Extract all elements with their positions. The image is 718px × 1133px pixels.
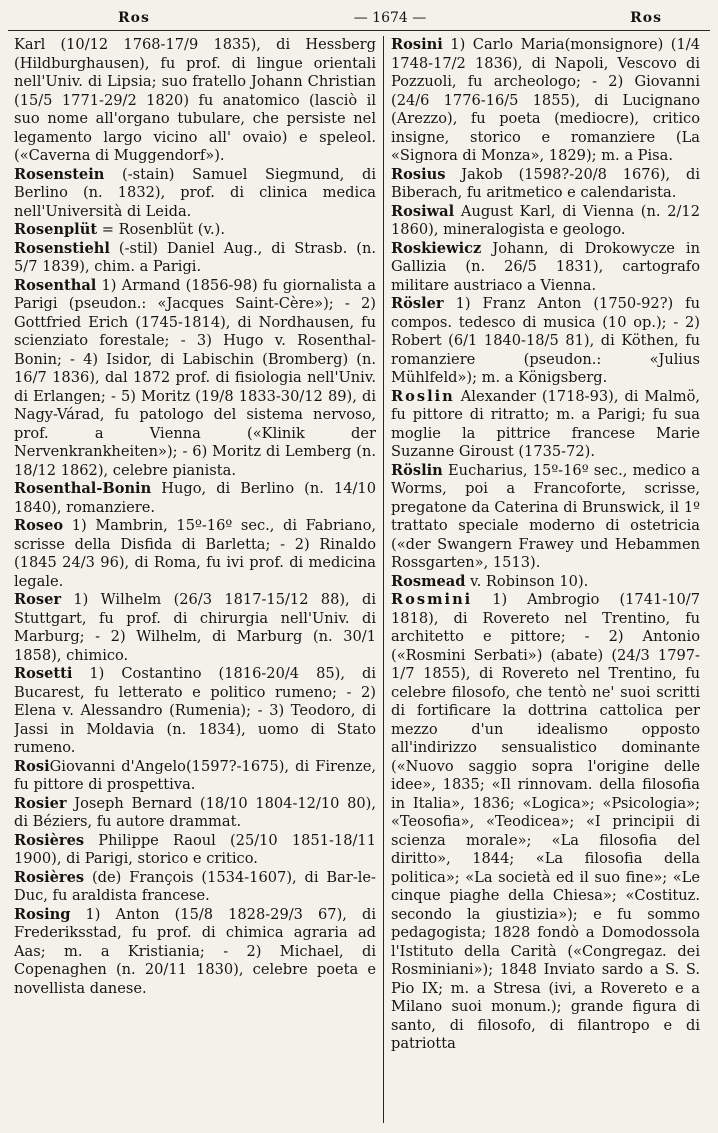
entry-text: (-stain) Samuel Siegmund, di Berlino (n. 1832), prof. di clinica medica nell'Università di Leida. (14, 165, 376, 220)
dictionary-entry (391, 388, 700, 462)
entry-text: Johann, di Drokowycze in Gallizia (n. 26/5 1831), cartografo militare austriaco a Vienna. (391, 239, 700, 294)
entry-text: 1) Ambrogio (1741-10/7 1818), di Rovereto nel Trentino, fu architetto e pittore; - 2) Antonio («Rosmini Serbati») (abate) (24/3 1797-1/7 1855), di Rovereto nel Trentino, fu celebre filosofo, che tentò ne' suoi scritti di fortificare la dottrina cattolica per mezzo d'un idealismo opposto all'indirizzo sensualistico dominante («Nuovo saggio sopra l'origine delle idee», 1835; «Il rinnovam. della filosofia in Italia», 1836; «Logica»; «Psicologia»; «Teosofia», «Teodicea»; «I principii di scienza morale»; «La filosofia del diritto», 1844; «La filosofia della politica»; «La società ed il suo fine»; «Le cinque piaghe della Chiesa»; «Costituz. secondo la giustizia»); e fu sommo pedagogista; 1828 fondò a Domodossola l'Istituto della Carità («Congregaz. dei Rosminiani»); 1848 Inviato sardo a S. S. Pio IX; m. a Stresa (ivi, a Rovereto e a Milano suoi monum.); grande figura di santo, di filosofo, di filantropo e di patriotta (391, 591, 700, 1052)
dictionary-entry (14, 869, 376, 906)
dictionary-entry (14, 166, 376, 222)
dictionary-entry (14, 480, 376, 517)
entry-text: 1) Anton (15/8 1828-29/3 67), di Frederiksstad, fu prof. di chimica agraria ad Aas; m. a Kristiania; - 2) Michael, di Copenaghen (n. 20/11 1830), celebre poeta e novellista danese. (14, 905, 376, 997)
dictionary-entry (391, 166, 700, 203)
dictionary-entry (14, 277, 376, 481)
running-header (0, 0, 718, 30)
entry-text: 1) Costantino (1816-20/4 85), di Bucarest, fu letterato e politico rumeno; - 2) Elena v. Alessandro (Rumenia); - 3) Teodoro, di Jassi in Moldavia (n. 1834), uomo di Stato rumeno. (14, 665, 376, 756)
entry-text: 1) Carlo Maria(monsignore) (1/4 1748-17/2 1836), di Napoli, Vescovo di Pozzuoli, fu archeologo; - 2) Giovanni (24/6 1776-16/5 1855), di Lucignano (Arezzo), fu poeta (mediocre), critico insigne, storico e romanziere (La «Signora di Monza», 1829); m. a Pisa. (391, 36, 700, 164)
entry-text: Giovanni d'Angelo(1597?-1675), di Firenze, fu pittore di prospettiva. (14, 757, 376, 793)
dictionary-entry (391, 591, 700, 1054)
entry-headword: Rosmini (391, 591, 473, 608)
entry-text: (de) François (1534-1607), di Bar-le-Duc, fu araldista francese. (14, 868, 376, 904)
dictionary-entry (14, 517, 376, 591)
dictionary-entry (14, 36, 376, 166)
dictionary-entry (14, 665, 376, 758)
entry-text: Joseph Bernard (18/10 1804-12/10 80), di Béziers, fu autore drammat. (14, 794, 376, 830)
entry-text: Eucharius, 15º-16º sec., medico a Worms, poi a Francoforte, scrisse, pregatone da Caterina di Brunswick, il 1º trattato speciale moderno di ostetricia («der Swangern Frawey und Hebammen Rossgarten», 1513). (391, 461, 700, 571)
right-column (391, 36, 700, 1127)
header-rule (8, 30, 710, 31)
dictionary-entry (391, 240, 700, 296)
entry-headword: Rosmead (391, 572, 466, 590)
column-divider (383, 36, 384, 1123)
entry-text: Hugo, di Berlino (n. 14/10 1840), romanziere. (14, 480, 376, 516)
entry-headword: Roskiewicz (391, 239, 482, 257)
dictionary-entry (391, 295, 700, 388)
dictionary-entry (391, 462, 700, 573)
entry-headword: Rösler (391, 295, 444, 312)
entry-text: 1) Mambrin, 15º-16º sec., di Fabriano, scrisse della Disfida di Barletta; - 2) Rinaldo (1845 24/3 96), di Roma, fu ivi prof. di medicina legale. (14, 517, 376, 590)
entry-text: Alexander (1718-93), di Malmö, fu pittore di ritratto; m. a Parigi; fu sua moglie la pittrice francese Marie Suzanne Giroust (1735-72). (391, 387, 700, 460)
entry-headword: Rosières (14, 868, 85, 886)
entry-text: = Rosenblüt (v.). (97, 221, 225, 238)
header-left-headword: Ros (118, 9, 150, 26)
entry-headword: Rosenthal-Bonin (14, 480, 152, 497)
entry-headword: Rosetti (14, 665, 73, 682)
entry-text: 1) Wilhelm (26/3 1817-15/12 88), di Stuttgart, fu prof. di chirurgia nell'Univ. di Marburg; - 2) Wilhelm, di Marburg (n. 30/1 1858), chimico. (14, 591, 376, 664)
entry-headword: Rosier (14, 794, 67, 812)
dictionary-entry (14, 591, 376, 665)
entry-text: Karl (10/12 1768-17/9 1835), di Hessberg (Hildburghausen), fu prof. di lingue orientali nell'Univ. di Lipsia; suo fratello Johann Christian (15/5 1771-29/2 1820) fu anatomico (lasciò il suo nome all'organo tubulare, che persiste nel legamento largo vicino all' ovaio) e speleol. («Caverna di Muggendorf»). (14, 36, 376, 164)
entry-headword: Rosing (14, 905, 71, 923)
entry-text: Philippe Raoul (25/10 1851-18/11 1900), di Parigi, storico e critico. (14, 831, 376, 867)
entry-headword: Rosi (14, 757, 50, 775)
entry-headword: Rosenthal (14, 276, 97, 294)
entry-text: August Karl, di Vienna (n. 2/12 1860), mineralogista e geologo. (391, 202, 700, 238)
dictionary-entry (14, 906, 376, 999)
entry-headword: Rosières (14, 831, 85, 849)
header-right-headword: Ros (630, 9, 662, 26)
entry-headword: Rosius (391, 165, 446, 183)
dictionary-entry (14, 758, 376, 795)
entry-headword: Rosenstiehl (14, 239, 110, 257)
dictionary-entry (14, 832, 376, 869)
entry-headword: Roslin (391, 387, 455, 405)
entry-text: 1) Armand (1856-98) fu giornalista a Parigi (pseudon.: «Jacques Saint-Cère»); - 2) Gottfried Erich (1745-1814), di Nordhausen, fu scienziato forestale; - 3) Hugo v. Rosenthal-Bonin; - 4) Isidor, di Labischin (Bromberg) (n. 16/7 1836), dal 1872 prof. di fisiologia nell'Univ. di Erlangen; - 5) Moritz (19/8 1833-30/12 89), di Nagy-Várad, fu patologo del sistema nervoso, prof. a Vienna («Klinik der Nervenkrankheiten»); - 6) Moritz di Lemberg (n. 18/12 1862), celebre pianista. (14, 276, 376, 479)
dictionary-entry (14, 221, 376, 240)
entry-text: v. Robinson 10). (465, 572, 589, 590)
entry-headword: Rosini (391, 36, 443, 53)
entry-headword: Rosiwal (391, 202, 455, 220)
entry-headword: Roseo (14, 517, 64, 534)
dictionary-entry (391, 573, 700, 592)
dictionary-entry (391, 36, 700, 166)
entry-headword: Rosenplüt (14, 221, 98, 238)
dictionary-entry (391, 203, 700, 240)
entry-text: Jakob (1598?-20/8 1676), di Biberach, fu aritmetico e calendarista. (391, 165, 700, 201)
page-number: — 1674 — (353, 9, 427, 26)
dictionary-entry (14, 795, 376, 832)
entry-headword: Rosenstein (14, 165, 105, 183)
entry-text: (-stil) Daniel Aug., di Strasb. (n. 5/7 1839), chim. a Parigi. (14, 239, 376, 275)
entry-headword: Röslin (391, 461, 443, 479)
left-column (14, 36, 376, 1127)
entry-headword: Roser (14, 591, 62, 608)
entry-text: 1) Franz Anton (1750-92?) fu compos. tedesco di musica (10 op.); - 2) Robert (6/1 1840-18/5 81), di Köthen, fu romanziere (pseudon.: «Julius Mühlfeld»); m. a Königsberg. (391, 295, 700, 386)
dictionary-entry (14, 240, 376, 277)
